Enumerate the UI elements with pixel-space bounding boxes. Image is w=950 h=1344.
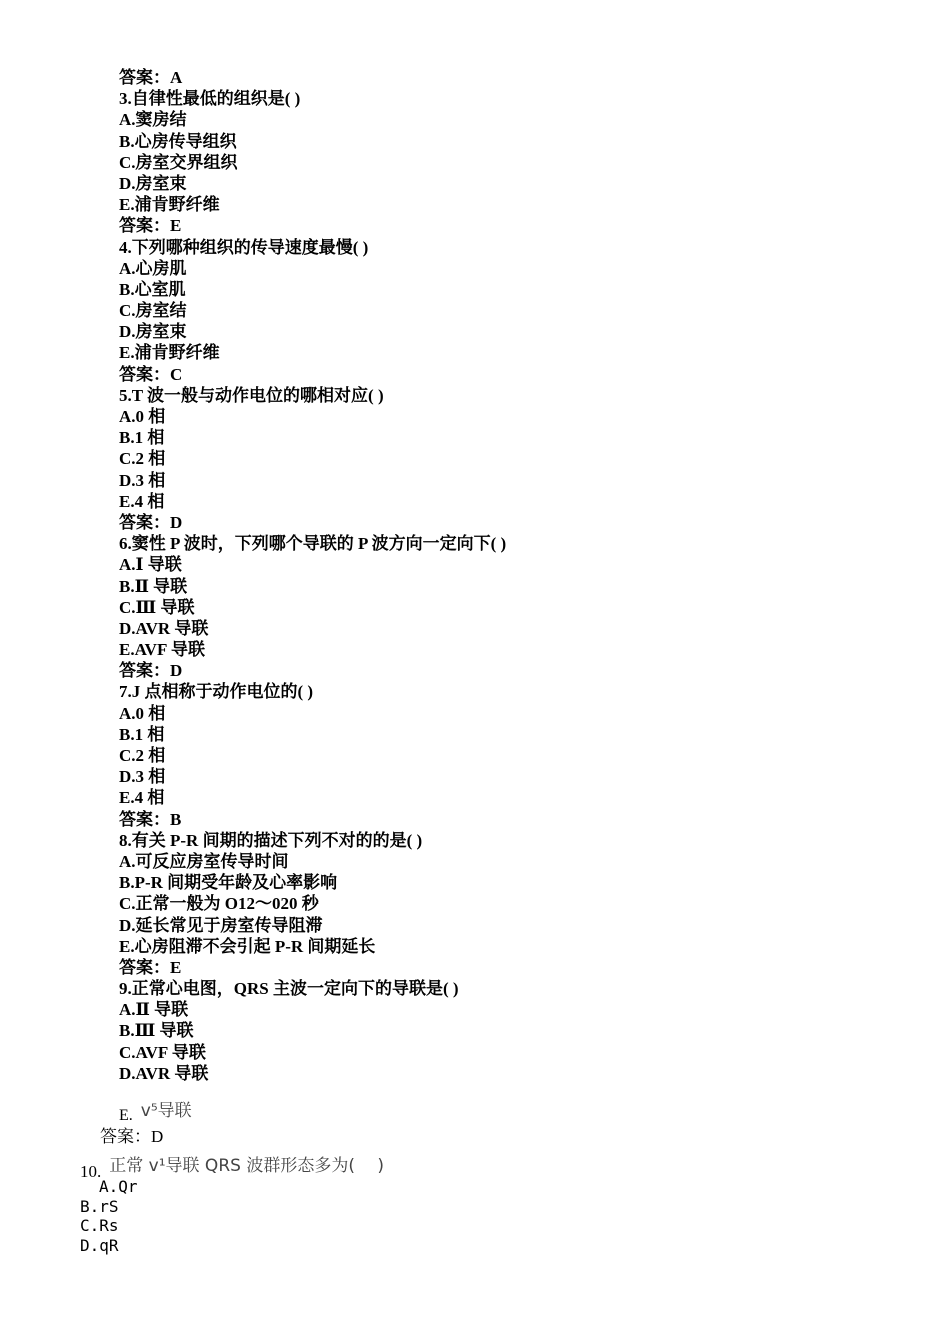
option-line: E.4 相	[119, 491, 165, 511]
q9-answer: 答案：D	[100, 1127, 164, 1146]
option-line: B.1 相	[119, 428, 165, 448]
option-line: E.心房阻滞不会引起 P-R 间期延长	[119, 936, 376, 956]
question-line: 4.下列哪种组织的传导速度最慢( )	[119, 237, 369, 257]
option-line: E.浦肯野纤维	[119, 343, 220, 363]
option-line: B.Ⅱ 导联	[119, 576, 188, 596]
option-line: C.房室结	[119, 301, 187, 321]
option-line: B.P-R 间期受年龄及心率影响	[119, 873, 338, 893]
option-line: D.3 相	[119, 767, 166, 787]
option-line: C.AVF 导联	[119, 1042, 206, 1062]
question-line: 6.窦性 P 波时，下列哪个导联的 P 波方向一定向下( )	[119, 534, 507, 554]
option-line: D.AVR 导联	[119, 618, 209, 638]
question-line: 9.正常心电图，QRS 主波一定向下的导联是( )	[119, 979, 459, 999]
option-line: C.2 相	[119, 449, 166, 469]
option-line: B.心室肌	[119, 279, 186, 299]
answer-line: 答案：E	[119, 216, 182, 236]
answer-line: 答案：B	[119, 809, 182, 829]
option-line: A.Ⅱ 导联	[119, 1000, 189, 1020]
question-line: 7.J 点相称于动作电位的( )	[119, 682, 314, 702]
question-stem: 正常 v¹导联 QRS 波群形态多为( )	[109, 1156, 384, 1176]
answer-line: 答案：D	[119, 661, 183, 681]
option-line: E.AVF 导联	[119, 640, 205, 660]
option-line: B.rS	[80, 1196, 119, 1216]
option-line: A.心房肌	[119, 258, 187, 278]
answer-line: 答案：C	[119, 364, 183, 384]
question-list	[119, 67, 899, 1084]
option-line: A.Ⅰ 导联	[119, 555, 182, 575]
option-line: C.Rs	[80, 1216, 119, 1235]
option-line: D.qR	[80, 1235, 119, 1255]
option-line: D.AVR 导联	[119, 1063, 209, 1083]
question-10-options	[80, 1177, 138, 1255]
option-line: D.延长常见于房室传导阻滞	[119, 915, 323, 935]
answer-line: 答案：A	[119, 68, 183, 87]
option-text: v⁵导联	[140, 1101, 192, 1121]
q9-option-e	[119, 1096, 192, 1124]
answer-line: 答案：D	[119, 512, 183, 532]
option-line: B.1 相	[119, 724, 165, 744]
option-line: C.Ⅲ 导联	[119, 597, 195, 617]
question-line: 5.T 波一般与动作电位的哪相对应( )	[119, 385, 384, 405]
option-line: A.0 相	[119, 703, 166, 723]
option-line: C.房室交界组织	[119, 152, 238, 172]
option-line: D.房室束	[119, 322, 187, 342]
option-line: A.可反应房室传导时间	[119, 851, 289, 871]
answer-line: 答案：E	[119, 957, 182, 977]
question-10	[80, 1151, 384, 1181]
option-line: D.房室束	[119, 173, 187, 193]
question-line: 8.有关 P-R 间期的描述下列不对的的是( )	[119, 830, 423, 850]
option-line: A.0 相	[119, 407, 166, 426]
option-line: A.Qr	[99, 1177, 138, 1196]
question-number: 10.	[80, 1162, 102, 1181]
option-line: E.浦肯野纤维	[119, 195, 220, 215]
option-line: A.窦房结	[119, 110, 187, 130]
option-letter: E.	[119, 1107, 133, 1124]
option-line: C.正常一般为 O12～020 秒	[119, 894, 319, 914]
option-line: E.4 相	[119, 788, 165, 808]
option-line: D.3 相	[119, 470, 166, 490]
question-line: 3.自律性最低的组织是( )	[119, 89, 301, 109]
option-line: C.2 相	[119, 746, 166, 765]
option-line: B.心房传导组织	[119, 131, 237, 151]
option-line: B.Ⅲ 导联	[119, 1021, 194, 1041]
